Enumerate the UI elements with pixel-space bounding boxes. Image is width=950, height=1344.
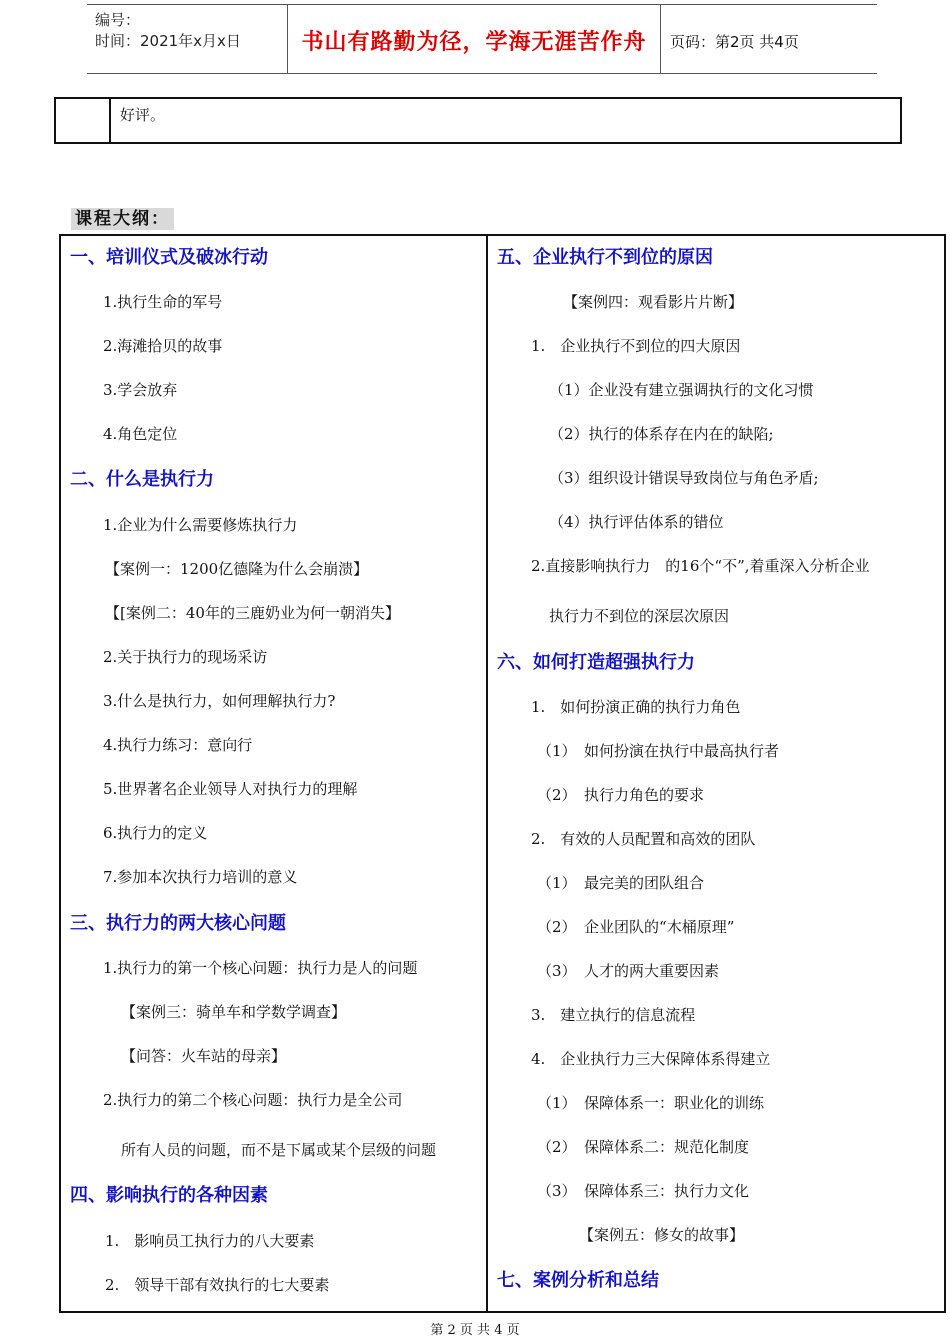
outline-item: 2.海滩拾贝的故事 [103, 337, 223, 355]
outline-item: 4.角色定位 [103, 425, 178, 443]
outline-subitem: （2） 执行力角色的要求 [537, 786, 705, 804]
outline-item-continued: 所有人员的问题，而不是下属或某个层级的问题 [121, 1141, 437, 1159]
outline-subitem: （3）组织设计错误导致岗位与角色矛盾; [549, 469, 819, 487]
outline-item: 2. 领导干部有效执行的七大要素 [105, 1276, 330, 1294]
outline-item: 3.学会放弃 [103, 381, 178, 399]
document-date-label: 时间：2021年x月x日 [95, 32, 241, 50]
outline-case: 【[案例二：40年的三鹿奶业为何一朝消失】 [105, 604, 400, 622]
outline-item: 2.关于执行力的现场采访 [103, 648, 268, 666]
outline-subitem: （4）执行评估体系的错位 [549, 513, 724, 531]
outline-case: 【问答：火车站的母亲】 [121, 1047, 287, 1065]
outline-item-continued: 执行力不到位的深层次原因 [549, 607, 730, 625]
outline-subitem: （2） 企业团队的“木桶原理” [537, 918, 735, 936]
header-motto-cell [287, 5, 661, 73]
outline-case: 【案例四：观看影片片断】 [563, 293, 744, 311]
outline-subitem: （2）执行的体系存在内在的缺陷; [549, 425, 774, 443]
outline-item: 2.直接影响执行力 的16个“不”,着重深入分析企业 [531, 557, 870, 575]
section-heading: 六、如何打造超强执行力 [497, 652, 695, 673]
header-page-cell [660, 5, 877, 73]
outline-subitem: （2） 保障体系二：规范化制度 [537, 1138, 750, 1156]
table-column-divider [109, 99, 111, 142]
course-outline-table [59, 234, 946, 1313]
section-heading: 三、执行力的两大核心问题 [70, 913, 286, 934]
section-heading: 一、培训仪式及破冰行动 [70, 247, 268, 268]
outline-item: 2.执行力的第二个核心问题：执行力是全公司 [103, 1091, 403, 1109]
section-heading: 五、企业执行不到位的原因 [497, 247, 713, 268]
outline-item: 1.执行生命的军号 [103, 293, 223, 311]
outline-item: 1. 如何扮演正确的执行力角色 [531, 698, 741, 716]
outline-subitem: （3） 人才的两大重要因素 [537, 962, 720, 980]
outline-item: 1. 企业执行不到位的四大原因 [531, 337, 741, 355]
section-heading: 二、什么是执行力 [70, 469, 214, 490]
outline-item: 2. 有效的人员配置和高效的团队 [531, 830, 756, 848]
header-info-cell [87, 5, 287, 73]
header-page-number: 页码：第2页 共4页 [670, 33, 799, 51]
outline-subitem: （3） 保障体系三：执行力文化 [537, 1182, 750, 1200]
outline-subitem: （1） 最完美的团队组合 [537, 874, 705, 892]
outline-subitem: （1） 如何扮演在执行中最高执行者 [537, 742, 780, 760]
header-motto: 书山有路勤为径，学海无涯苦作舟 [301, 30, 647, 55]
outline-case: 【案例一：1200亿德隆为什么会崩溃】 [105, 560, 369, 578]
previous-table-fragment [54, 97, 902, 144]
course-outline-title: 课程大纲： [71, 208, 174, 230]
outline-item: 1.企业为什么需要修炼执行力 [103, 516, 298, 534]
outline-item: 1.执行力的第一个核心问题：执行力是人的问题 [103, 959, 418, 977]
outline-item: 4. 企业执行力三大保障体系得建立 [531, 1050, 771, 1068]
page-footer: 第 2 页 共 4 页 [430, 1323, 520, 1338]
outline-case: 【案例五：修女的故事】 [579, 1226, 745, 1244]
outline-subitem: （1） 保障体系一：职业化的训练 [537, 1094, 765, 1112]
table-cell-text: 好评。 [120, 106, 166, 124]
outline-item: 6.执行力的定义 [103, 824, 208, 842]
section-heading: 四、影响执行的各种因素 [70, 1185, 268, 1206]
outline-case: 【案例三：骑单车和学数学调查】 [121, 1003, 347, 1021]
outline-item: 7.参加本次执行力培训的意义 [103, 868, 298, 886]
outline-column-divider [486, 236, 488, 1311]
section-heading: 七、案例分析和总结 [497, 1270, 659, 1291]
outline-item: 3.什么是执行力，如何理解执行力? [103, 692, 336, 710]
page-header [87, 4, 877, 74]
outline-item: 3. 建立执行的信息流程 [531, 1006, 696, 1024]
outline-item: 1. 影响员工执行力的八大要素 [105, 1232, 315, 1250]
document-number-label: 编号： [95, 11, 141, 29]
outline-item: 4.执行力练习：意向行 [103, 736, 253, 754]
outline-subitem: （1）企业没有建立强调执行的文化习惯 [549, 381, 814, 399]
outline-item: 5.世界著名企业领导人对执行力的理解 [103, 780, 358, 798]
